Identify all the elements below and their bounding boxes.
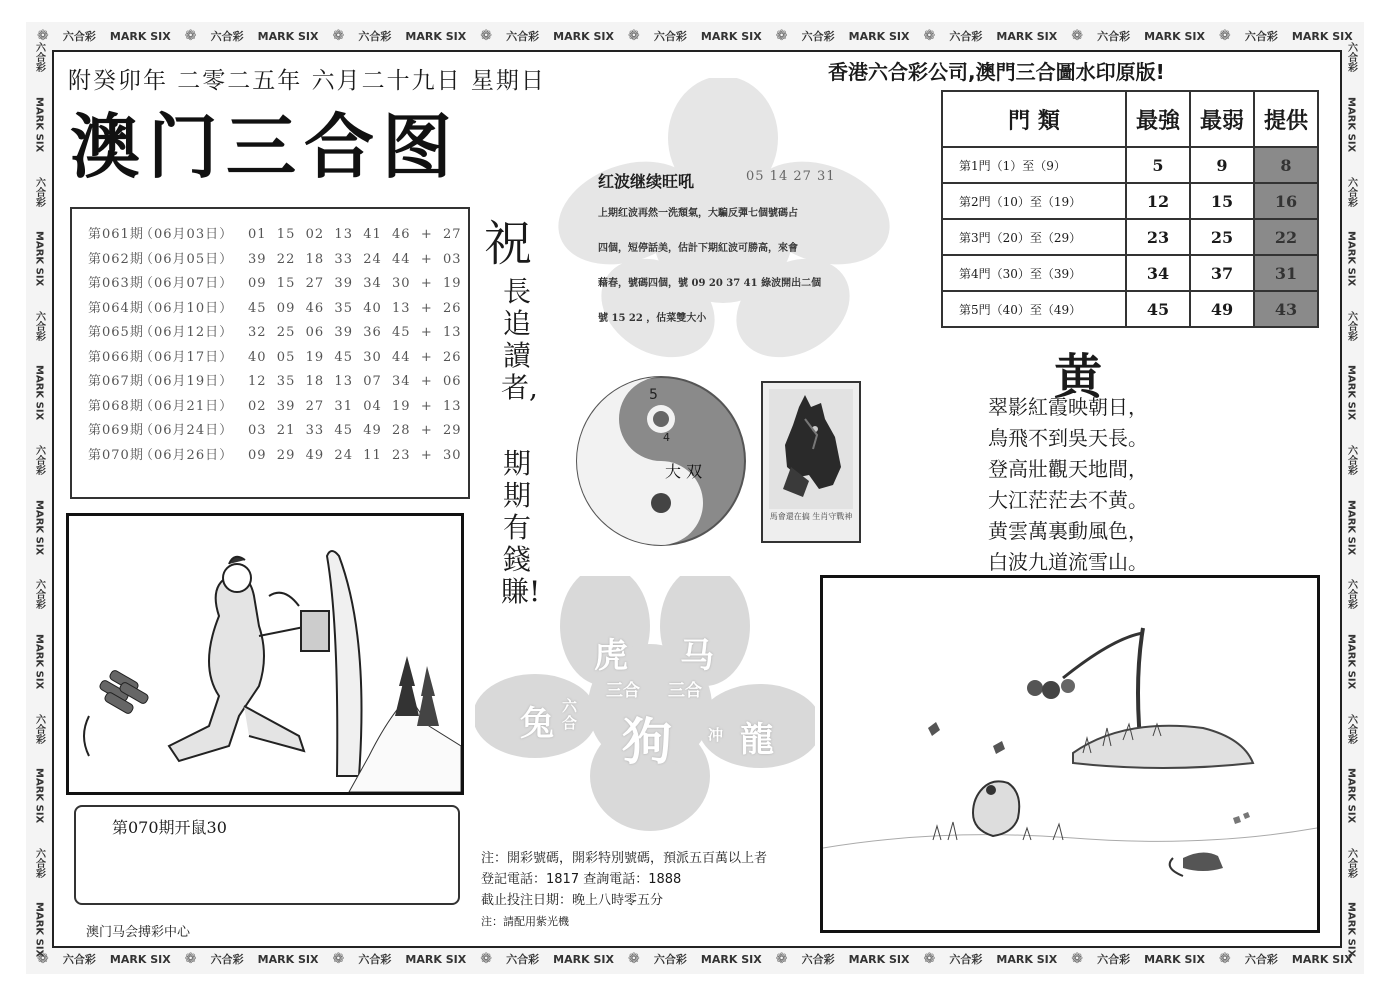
history-period: 第064期 bbox=[88, 300, 144, 316]
gate-weak: 9 bbox=[1190, 147, 1254, 183]
gate-weak: 37 bbox=[1190, 255, 1254, 291]
border-pattern-bottom bbox=[30, 946, 1360, 972]
history-nums: 02 39 27 31 04 19 + 13 bbox=[248, 398, 462, 414]
history-row bbox=[88, 395, 462, 414]
gate-header-row bbox=[942, 91, 1318, 147]
gate-range: 第1門（1）至（9） bbox=[942, 147, 1126, 183]
history-date: （06月10日） bbox=[140, 300, 234, 316]
news-title: 红波继续旺吼 bbox=[598, 172, 695, 191]
border-logo: 六合彩 bbox=[33, 310, 45, 341]
company-banner: 香港六合彩公司,澳門三合圖水印原版! bbox=[828, 60, 1165, 84]
zodiac-rabbit: 兔 bbox=[520, 704, 554, 744]
border-mark-six: MARK SIX bbox=[1291, 952, 1353, 966]
gate-row bbox=[942, 183, 1318, 219]
history-date: （06月05日） bbox=[140, 251, 234, 267]
news-line: 四個，短停話美，估計下期紅波可勝高，來會 bbox=[598, 243, 798, 254]
border-logo: 六合彩 bbox=[62, 953, 96, 966]
gate-range: 第2門（10）至（19） bbox=[942, 183, 1126, 219]
notes-line: 注：請配用紫光機 bbox=[481, 915, 569, 928]
border-mark-six: MARK SIX bbox=[257, 952, 319, 966]
border-logo: 六合彩 bbox=[210, 30, 244, 43]
history-date: （06月17日） bbox=[140, 349, 234, 365]
gate-provide: 31 bbox=[1254, 255, 1318, 291]
border-flower-icon: ❁ bbox=[480, 951, 493, 967]
zodiac-dragon: 龍 bbox=[740, 720, 774, 760]
border-mark-six: MARK SIX bbox=[1345, 633, 1357, 690]
notes-line: 截止投注日期：晚上八時零五分 bbox=[481, 893, 664, 908]
border-mark-six: MARK SIX bbox=[700, 952, 762, 966]
border-logo: 六合彩 bbox=[1345, 310, 1357, 341]
border-flower-icon: ❁ bbox=[332, 951, 345, 967]
border-flower-icon: ❁ bbox=[184, 951, 197, 967]
history-nums: 09 15 27 39 34 30 + 19 bbox=[248, 276, 462, 291]
poem-line: 翠影紅霞映朝日， bbox=[988, 395, 1148, 419]
border-logo: 六合彩 bbox=[1345, 579, 1357, 610]
border-flower-icon: ❁ bbox=[480, 28, 493, 44]
border-flower-icon: ❁ bbox=[1071, 28, 1084, 44]
news-body bbox=[598, 196, 868, 336]
gate-weak: 25 bbox=[1190, 219, 1254, 255]
border-flower-icon: ❁ bbox=[775, 951, 788, 967]
history-nums: 03 21 33 45 49 28 + 29 bbox=[248, 423, 462, 438]
poem-title: 黄 bbox=[1054, 349, 1103, 405]
history-date: （06月03日） bbox=[140, 227, 234, 242]
gate-header-provide: 提供 bbox=[1254, 91, 1318, 147]
gate-header-weak: 最弱 bbox=[1190, 91, 1254, 147]
poem-line: 登高壯觀天地間， bbox=[988, 457, 1148, 481]
poem-line: 白波九道流雪山。 bbox=[988, 550, 1148, 574]
gate-strong: 12 bbox=[1126, 183, 1190, 219]
border-logo: 六合彩 bbox=[33, 176, 45, 207]
gate-row bbox=[942, 291, 1318, 327]
blessing-line-1: 長追讀者, bbox=[501, 275, 538, 404]
news-line: 藉春，號碼四個，號 09 20 37 41 綠波開出二個 bbox=[598, 278, 822, 289]
history-nums: 09 29 49 24 11 23 + 30 bbox=[248, 447, 462, 463]
border-logo: 六合彩 bbox=[33, 42, 45, 73]
border-mark-six: MARK SIX bbox=[257, 29, 319, 43]
border-flower-icon: ❁ bbox=[923, 951, 936, 967]
gate-range: 第5門（40）至（49） bbox=[942, 291, 1126, 327]
horse-card-caption: 馬會還在搞 生肖守戰神 bbox=[769, 512, 853, 521]
border-logo: 六合彩 bbox=[949, 30, 983, 43]
border-logo: 六合彩 bbox=[653, 30, 687, 43]
history-row bbox=[88, 321, 462, 340]
history-box bbox=[70, 207, 470, 499]
border-mark-six: MARK SIX bbox=[1345, 768, 1357, 824]
border-flower-icon: ❁ bbox=[184, 28, 197, 44]
notes-line: 注：開彩號碼，開彩特別號碼，預派五百萬以上者 bbox=[481, 851, 768, 866]
border-logo: 六合彩 bbox=[1345, 445, 1357, 476]
border-flower-icon: ❁ bbox=[1219, 951, 1231, 967]
woodcutter-illustration bbox=[66, 513, 464, 795]
border-mark-six: MARK SIX bbox=[1345, 231, 1357, 287]
border-mark-six: MARK SIX bbox=[33, 231, 45, 287]
border-flower-icon: ❁ bbox=[37, 951, 49, 967]
history-nums: 40 05 19 45 30 44 + 26 bbox=[248, 349, 462, 365]
yinyang-symbol bbox=[573, 373, 749, 549]
border-flower-icon: ❁ bbox=[775, 28, 788, 44]
history-period: 第069期 bbox=[88, 423, 144, 438]
border-logo: 六合彩 bbox=[1345, 847, 1357, 878]
gate-strong: 5 bbox=[1126, 147, 1190, 183]
border-logo: 六合彩 bbox=[1244, 953, 1278, 966]
border-logo: 六合彩 bbox=[33, 847, 45, 878]
border-mark-six: MARK SIX bbox=[33, 902, 45, 958]
notes bbox=[481, 848, 767, 932]
border-logo: 六合彩 bbox=[506, 953, 540, 966]
border-logo: 六合彩 bbox=[1345, 42, 1357, 73]
history-row bbox=[88, 297, 462, 316]
notes-line: 登記電話：1817 查詢電話：1888 bbox=[481, 872, 682, 887]
history-row bbox=[88, 223, 462, 242]
zodiac-chong: 冲 bbox=[708, 726, 724, 744]
border-mark-six: MARK SIX bbox=[553, 29, 614, 43]
gate-strong: 34 bbox=[1126, 255, 1190, 291]
history-nums: 12 35 18 13 07 34 + 06 bbox=[248, 374, 462, 389]
gate-row bbox=[942, 219, 1318, 255]
blessing-char: 祝 bbox=[484, 216, 533, 272]
zodiac-sanhe-left: 三合 bbox=[606, 681, 640, 701]
date-line: 附癸卯年 二零二五年 六月二十九日 星期日 bbox=[68, 68, 546, 94]
history-period: 第061期 bbox=[88, 227, 144, 242]
center-name: 澳门马会搏彩中心 bbox=[86, 925, 191, 940]
history-nums: 45 09 46 35 40 13 + 26 bbox=[248, 300, 462, 316]
history-nums: 32 25 06 39 36 45 + 13 bbox=[248, 325, 462, 340]
history-row bbox=[88, 248, 462, 267]
history-date: （06月21日） bbox=[140, 398, 234, 414]
border-logo: 六合彩 bbox=[653, 953, 687, 966]
border-mark-six: MARK SIX bbox=[33, 499, 45, 555]
border-mark-six: MARK SIX bbox=[1291, 29, 1353, 43]
gate-strong: 45 bbox=[1126, 291, 1190, 327]
gate-range: 第4門（30）至（39） bbox=[942, 255, 1126, 291]
zodiac-dog: 狗 bbox=[622, 713, 672, 771]
border-logo: 六合彩 bbox=[358, 30, 392, 43]
border-mark-six: MARK SIX bbox=[996, 952, 1058, 966]
frog-illustration bbox=[820, 575, 1320, 933]
history-period: 第063期 bbox=[88, 276, 144, 291]
gate-provide: 8 bbox=[1254, 147, 1318, 183]
border-logo: 六合彩 bbox=[62, 30, 96, 43]
border-flower-icon: ❁ bbox=[628, 28, 640, 44]
border-logo: 六合彩 bbox=[210, 953, 244, 966]
border-pattern-right bbox=[1340, 30, 1362, 970]
border-logo: 六合彩 bbox=[1345, 176, 1357, 207]
border-mark-six: MARK SIX bbox=[33, 96, 45, 153]
border-mark-six: MARK SIX bbox=[33, 365, 45, 421]
gate-header-category: 門 類 bbox=[942, 91, 1126, 147]
border-mark-six: MARK SIX bbox=[1345, 499, 1357, 555]
history-row bbox=[88, 346, 462, 365]
gate-strong: 23 bbox=[1126, 219, 1190, 255]
border-logo: 六合彩 bbox=[949, 953, 983, 966]
history-date: （06月26日） bbox=[140, 447, 234, 463]
gate-table bbox=[941, 90, 1319, 328]
border-flower-icon: ❁ bbox=[1219, 28, 1231, 44]
gate-row bbox=[942, 255, 1318, 291]
history-period: 第067期 bbox=[88, 374, 144, 389]
gate-header-strong: 最強 bbox=[1126, 91, 1190, 147]
zodiac-horse: 马 bbox=[680, 636, 714, 676]
border-flower-icon: ❁ bbox=[332, 28, 345, 44]
border-mark-six: MARK SIX bbox=[405, 29, 467, 43]
history-row bbox=[88, 272, 462, 291]
gate-provide: 16 bbox=[1254, 183, 1318, 219]
history-period: 第066期 bbox=[88, 349, 144, 365]
poem-line: 黄雲萬裏動風色， bbox=[988, 519, 1148, 543]
history-date: （06月19日） bbox=[140, 374, 234, 389]
border-mark-six: MARK SIX bbox=[1144, 952, 1205, 966]
history-row bbox=[88, 419, 462, 438]
gate-weak: 15 bbox=[1190, 183, 1254, 219]
border-mark-six: MARK SIX bbox=[553, 952, 614, 966]
draw-result-text: 第070期开鼠30 bbox=[112, 818, 227, 837]
border-flower-icon: ❁ bbox=[37, 28, 49, 44]
history-row bbox=[88, 444, 462, 463]
border-mark-six: MARK SIX bbox=[996, 29, 1058, 43]
history-date: （06月24日） bbox=[140, 423, 234, 438]
border-mark-six: MARK SIX bbox=[848, 29, 910, 43]
yinyang-number-top: 5 bbox=[649, 387, 658, 403]
border-logo: 六合彩 bbox=[33, 579, 45, 610]
poem-line: 鳥飛不到吳天長。 bbox=[988, 426, 1148, 450]
gate-row bbox=[942, 147, 1318, 183]
gate-provide: 22 bbox=[1254, 219, 1318, 255]
yinyang-label: 大 双 bbox=[665, 462, 703, 481]
history-date: （06月12日） bbox=[140, 325, 234, 340]
horse-card bbox=[761, 381, 861, 543]
blessing-line-2: 期期有錢賺! bbox=[501, 447, 541, 608]
border-mark-six: MARK SIX bbox=[33, 633, 45, 690]
poem-line: 大江茫茫去不黄。 bbox=[988, 488, 1148, 512]
border-mark-six: MARK SIX bbox=[1144, 29, 1205, 43]
zodiac-sanhe-right: 三合 bbox=[668, 681, 702, 701]
history-period: 第062期 bbox=[88, 251, 144, 267]
border-logo: 六合彩 bbox=[506, 30, 540, 43]
border-flower-icon: ❁ bbox=[628, 951, 640, 967]
history-date: （06月07日） bbox=[140, 276, 234, 291]
history-period: 第065期 bbox=[88, 325, 144, 340]
zodiac-liuhe: 六合 bbox=[562, 697, 578, 732]
border-mark-six: MARK SIX bbox=[33, 768, 45, 824]
border-mark-six: MARK SIX bbox=[848, 952, 910, 966]
border-flower-icon: ❁ bbox=[1071, 951, 1084, 967]
gate-provide: 43 bbox=[1254, 291, 1318, 327]
border-mark-six: MARK SIX bbox=[1345, 365, 1357, 421]
history-nums: 39 22 18 33 24 44 + 03 bbox=[248, 251, 462, 267]
history-row bbox=[88, 370, 462, 389]
news-line: 號 15 22 ，估菜雙大小 bbox=[598, 313, 707, 324]
border-logo: 六合彩 bbox=[1097, 953, 1131, 966]
border-mark-six: MARK SIX bbox=[405, 952, 467, 966]
border-mark-six: MARK SIX bbox=[1345, 902, 1357, 958]
border-logo: 六合彩 bbox=[1244, 30, 1278, 43]
news-numbers: 05 14 27 31 bbox=[746, 169, 836, 184]
border-logo: 六合彩 bbox=[358, 953, 392, 966]
border-logo: 六合彩 bbox=[1345, 713, 1357, 744]
history-period: 第070期 bbox=[88, 447, 144, 463]
yinyang-number-mid: 4 bbox=[663, 431, 670, 444]
zodiac-tiger: 虎 bbox=[594, 636, 628, 676]
news-line: 上期红波再然一洗頹氣，大騙反彈七個號碼占 bbox=[598, 208, 798, 219]
poem bbox=[988, 392, 1148, 578]
horse-head-image bbox=[769, 389, 853, 509]
border-mark-six: MARK SIX bbox=[109, 29, 171, 43]
border-mark-six: MARK SIX bbox=[1345, 96, 1357, 153]
border-pattern-left bbox=[28, 30, 50, 970]
border-mark-six: MARK SIX bbox=[700, 29, 762, 43]
border-logo: 六合彩 bbox=[33, 445, 45, 476]
border-logo: 六合彩 bbox=[33, 713, 45, 744]
border-flower-icon: ❁ bbox=[923, 28, 936, 44]
border-logo: 六合彩 bbox=[801, 30, 835, 43]
history-period: 第068期 bbox=[88, 398, 144, 414]
border-logo: 六合彩 bbox=[801, 953, 835, 966]
border-mark-six: MARK SIX bbox=[109, 952, 171, 966]
border-logo: 六合彩 bbox=[1097, 30, 1131, 43]
gate-range: 第3門（20）至（29） bbox=[942, 219, 1126, 255]
gate-weak: 49 bbox=[1190, 291, 1254, 327]
page-title: 澳门三合图 bbox=[70, 106, 460, 188]
border-pattern-top bbox=[30, 23, 1360, 49]
history-nums: 01 15 02 13 41 46 + 27 bbox=[248, 227, 462, 242]
